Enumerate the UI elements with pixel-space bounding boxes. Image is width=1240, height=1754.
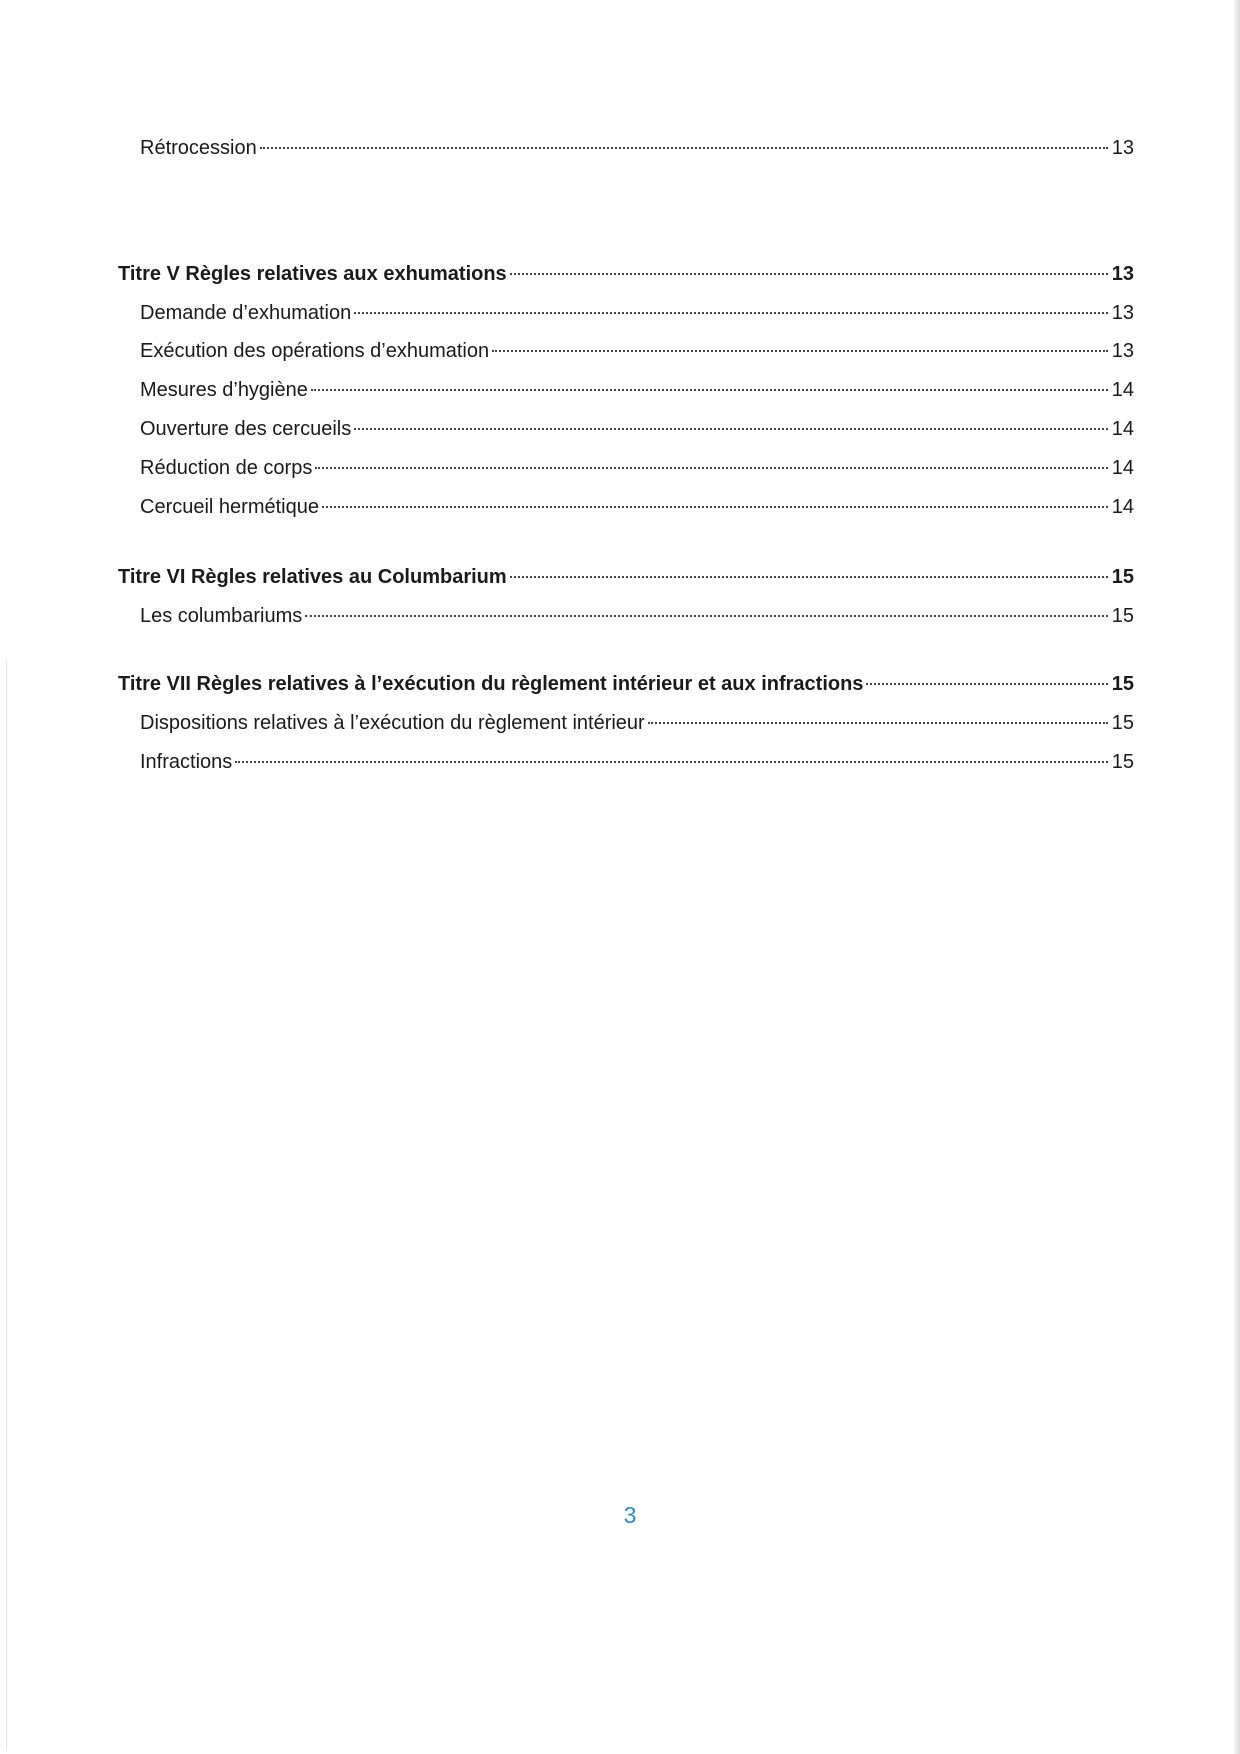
toc-entry-title: Les columbariums (140, 605, 303, 627)
toc-entry-page: 15 (1111, 605, 1134, 627)
toc-entry-titre-v[interactable] (118, 262, 1134, 286)
toc-dot-leader (305, 615, 1107, 617)
toc-entry-title: Dispositions relatives à l’exécution du règlement intérieur (140, 712, 645, 734)
toc-entry-page: 15 (1111, 566, 1134, 588)
toc-entry-title: Mesures d’hygiène (140, 379, 308, 401)
toc-entry-title: Titre V Règles relatives aux exhumations (118, 263, 507, 285)
toc-entry-title: Exécution des opérations d’exhumation (140, 340, 490, 362)
toc-entry-cercueil-hermetique[interactable] (140, 495, 1134, 519)
toc-entry-page: 13 (1111, 302, 1134, 324)
toc-dot-leader (315, 467, 1107, 469)
toc-entry-page: 14 (1111, 379, 1134, 401)
toc-entry-title: Ouverture des cercueils (140, 418, 352, 440)
toc-entry-reduction-corps[interactable] (140, 456, 1134, 480)
toc-entry-title: Demande d’exhumation (140, 302, 352, 324)
toc-entry-les-columbariums[interactable] (140, 604, 1134, 628)
toc-dot-leader (322, 506, 1108, 508)
page-number: 3 (623, 1502, 637, 1528)
toc-entry-page: 15 (1111, 751, 1134, 773)
toc-dot-leader (354, 428, 1108, 430)
toc-entry-page: 13 (1111, 340, 1134, 362)
toc-entry-page: 13 (1111, 137, 1134, 159)
toc-dot-leader (510, 576, 1108, 578)
toc-entry-title: Infractions (140, 751, 233, 773)
toc-entry-titre-vi[interactable] (118, 565, 1134, 589)
toc-entry-title: Titre VII Règles relatives à l’exécution du règlement intérieur et aux infractions (118, 673, 864, 695)
toc-dot-leader (311, 389, 1108, 391)
toc-entry-infractions[interactable] (140, 750, 1134, 774)
toc-entry-titre-vii[interactable] (118, 672, 1134, 696)
toc-entry-execution-operations[interactable] (140, 339, 1134, 363)
toc-entry-title: Réduction de corps (140, 457, 313, 479)
toc-entry-page: 15 (1111, 673, 1134, 695)
toc-dot-leader (492, 350, 1108, 352)
toc-entry-title: Cercueil hermétique (140, 496, 319, 518)
toc-entry-page: 14 (1111, 418, 1134, 440)
toc-dot-leader (510, 273, 1108, 275)
toc-entry-demande-exhumation[interactable] (140, 301, 1134, 325)
toc-dot-leader (235, 761, 1107, 763)
toc-entry-retrocession[interactable] (140, 136, 1134, 160)
toc-entry-title: Titre VI Règles relatives au Columbarium (118, 566, 507, 588)
toc-entry-page: 14 (1111, 457, 1134, 479)
toc-dot-leader (354, 312, 1108, 314)
toc-dot-leader (866, 683, 1107, 685)
toc-dot-leader (260, 147, 1108, 149)
toc-entry-mesures-hygiene[interactable] (140, 378, 1134, 402)
toc-dot-leader (648, 722, 1108, 724)
toc-entry-page: 14 (1111, 496, 1134, 518)
toc-entry-title: Rétrocession (140, 137, 257, 159)
toc-entry-ouverture-cercueils[interactable] (140, 417, 1134, 441)
toc-entry-dispositions-execution[interactable] (140, 711, 1134, 735)
toc-entry-page: 13 (1111, 263, 1134, 285)
toc-entry-page: 15 (1111, 712, 1134, 734)
